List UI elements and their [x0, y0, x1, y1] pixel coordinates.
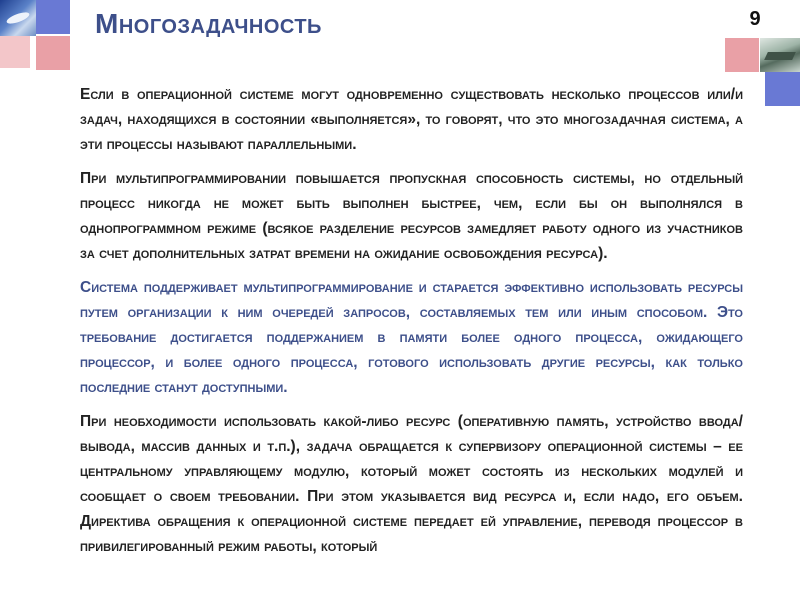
page-number: 9 [749, 8, 761, 30]
decorative-square-light-pink [0, 36, 30, 68]
corner-photo-thumbnail [0, 0, 36, 36]
paragraph-multitasking-definition: Если в операционной системе могут одновременно существовать несколько процессов или/и задач, находящихся в состоянии «выполняется», то говорят, что это многозадачная система, а эти процессы называют параллельными. [80, 86, 743, 153]
decorative-square-blue [36, 0, 70, 34]
slide-body [80, 82, 743, 568]
decorative-square-pink [36, 36, 70, 70]
corner-photo-thumbnail [760, 38, 800, 72]
decorative-square-blue [765, 72, 800, 106]
paragraph-supervisor-request: При необходимости использовать какой-либо ресурс (оперативную память, устройство ввода/вывода, массив данных и т.п.), задача обращается к супервизору операционной системы – ее центральному управляющему модулю, который может состоять из нескольких модулей и сообщает о своем требовании. При этом указывается вид ресурса и, если надо, его объем. Директива обращения к операционной системе передает ей управление, переводя процессор в привилегированный режим работы, который [80, 413, 743, 555]
paragraph-resource-queues: Система поддерживает мультипрограммирование и старается эффективно использовать ресурсы путем организации к ним очередей запросов, составляемых тем или иным способом. Это требование достигается поддержанием в памяти более одного процесса, ожидающего процессор, и более одного процесса, готового использовать другие ресурсы, как только последние станут доступными. [80, 279, 743, 396]
slide-title: Многозадачность [95, 8, 322, 39]
paragraph-multiprogramming-throughput: При мультипрограммировании повышается пропускная способность системы, но отдельный процесс никогда не может быть выполнен быстрее, чем, если бы он выполнялся в однопрограммном режиме (всякое разделение ресурсов замедляет работу одного из участников за счет дополнительных затрат времени на ожидание освобождения ресурса). [80, 170, 743, 262]
decorative-square-pink [725, 38, 759, 72]
